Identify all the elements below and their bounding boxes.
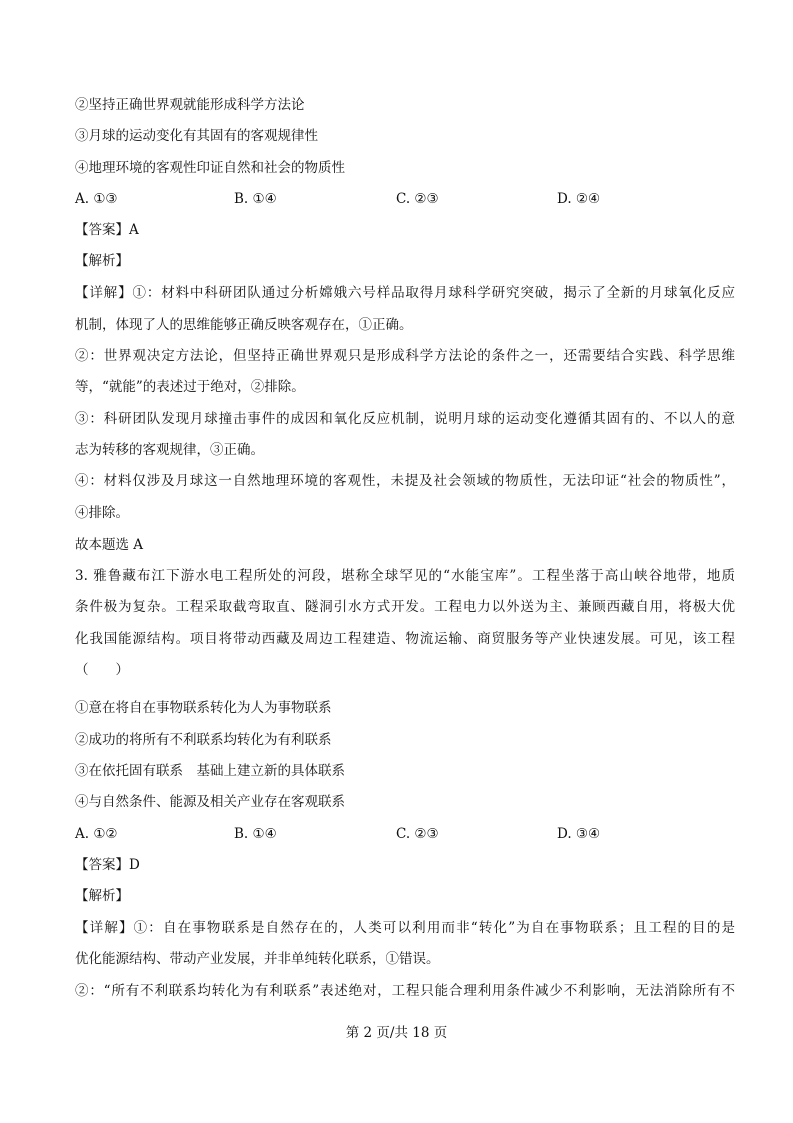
q3-option-d: D. ③④ <box>557 826 601 842</box>
q3-option-c: C. ②③ <box>396 826 439 842</box>
q3-stem-line: 化我国能源结构。项目将带动西藏及周边工程建造、物流运输、商贸服务等产业快速发展。可见，该工程 <box>75 631 735 647</box>
q3-statement-3: ③在依托固有联系 基础上建立新的具体联系 <box>75 763 345 779</box>
q2-explain-line: 机制，体现了人的思维能够正确反映客观存在，①正确。 <box>75 317 413 333</box>
q3-explain-line: 【详解】①：自在事物联系是自然存在的，人类可以利用而非“转化”为自在事物联系；且工程的目的是 <box>75 920 735 936</box>
q3-analysis-title: 【解析】 <box>75 888 129 904</box>
q2-analysis-title: 【解析】 <box>75 253 129 269</box>
q2-statement-2: ②坚持正确世界观就能形成科学方法论 <box>75 97 305 113</box>
q2-explain-line: ③：科研团队发现月球撞击事件的成因和氧化反应机制，说明月球的运动变化遵循其固有的、不以人的意 <box>75 411 735 427</box>
q3-answer: 【答案】D <box>75 857 140 873</box>
q2-statement-3: ③月球的运动变化有其固有的客观规律性 <box>75 128 318 144</box>
q2-explain-line: ④排除。 <box>75 505 129 521</box>
q3-option-a: A. ①② <box>75 826 118 842</box>
q3-explain-line: 优化能源结构、带动产业发展，并非单纯转化联系，①错误。 <box>75 951 440 967</box>
q2-option-b: B. ①④ <box>234 191 277 207</box>
q3-stem-line: 条件极为复杂。工程采取截弯取直、隧洞引水方式开发。工程电力以外送为主、兼顾西藏自用，将极大优 <box>75 599 735 615</box>
q2-option-c: C. ②③ <box>396 191 439 207</box>
q3-answer-blank: （ ） <box>75 662 129 678</box>
q3-stem-line: 3. 雅鲁藏布江下游水电工程所处的河段，堪称全球罕见的“水能宝库”。工程坐落于高山峡谷地带，地质 <box>75 568 735 584</box>
q2-explain-line: 等，“就能”的表述过于绝对，②排除。 <box>75 379 305 395</box>
q2-answer: 【答案】A <box>75 222 139 238</box>
q3-statement-4: ④与自然条件、能源及相关产业存在客观联系 <box>75 794 345 810</box>
q2-conclusion: 故本题选 A <box>75 537 144 553</box>
q3-option-b: B. ①④ <box>234 826 277 842</box>
q3-statement-2: ②成功的将所有不利联系均转化为有利联系 <box>75 732 332 748</box>
q2-explain-line: ②：世界观决定方法论，但坚持正确世界观只是形成科学方法论的条件之一，还需要结合实践、科学思维 <box>75 348 735 364</box>
q2-statement-4: ④地理环境的客观性印证自然和社会的物质性 <box>75 160 345 176</box>
page-footer: 第 2 页/共 18 页 <box>345 1025 448 1041</box>
q3-explain-line: ②：“所有不利联系均转化为有利联系”表述绝对，工程只能合理利用条件减少不利影响，无法消除所有不 <box>75 983 735 999</box>
q2-option-a: A. ①③ <box>75 191 118 207</box>
q2-option-d: D. ②④ <box>557 191 601 207</box>
q2-explain-line: ④：材料仅涉及月球这一自然地理环境的客观性，未提及社会领域的物质性，无法印证“社会的物质性”， <box>75 473 735 489</box>
q2-explain-line: 志为转移的客观规律，③正确。 <box>75 442 264 458</box>
q2-explain-line: 【详解】①：材料中科研团队通过分析嫦娥六号样品取得月球科学研究突破，揭示了全新的月球氧化反应 <box>75 285 735 301</box>
q3-statement-1: ①意在将自在事物联系转化为人为事物联系 <box>75 700 332 716</box>
